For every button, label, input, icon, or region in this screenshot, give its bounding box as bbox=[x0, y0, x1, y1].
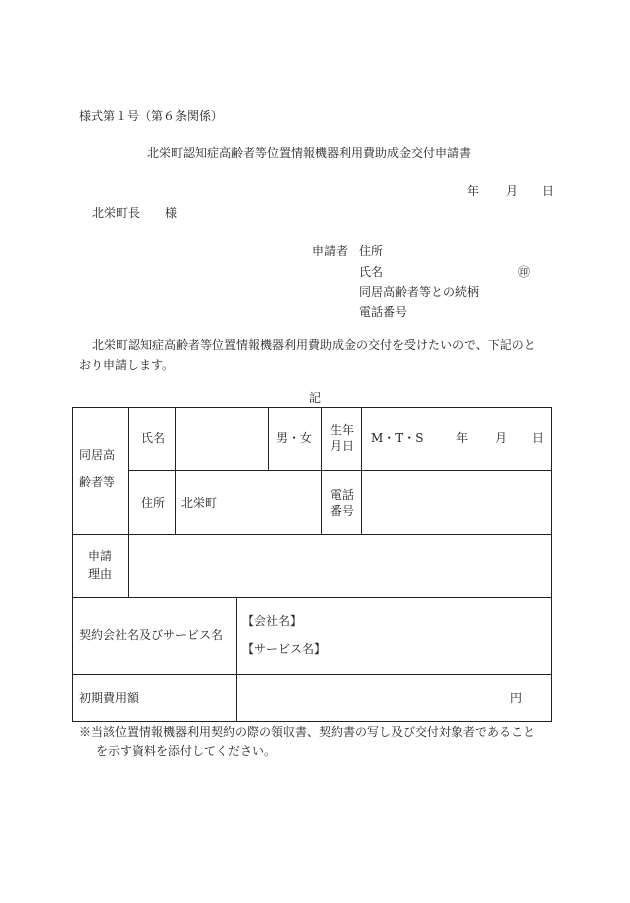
elderly-label-line2: 齢者等 bbox=[79, 475, 116, 489]
birthdate-label-line1: 生年 bbox=[330, 423, 355, 437]
phone-label-line1: 電話 bbox=[330, 488, 355, 502]
table-rule bbox=[361, 407, 362, 534]
applicant-relation-label: 同居高齢者等との続柄 bbox=[359, 285, 480, 299]
company-name-label: 【会社名】 bbox=[242, 614, 303, 628]
note-line1: ※当該位置情報機器利用契約の際の領収書、契約書の写し及び交付対象者であること bbox=[79, 725, 536, 739]
gender-field: 男・女 bbox=[276, 431, 313, 445]
applicant-address-label: 住所 bbox=[359, 244, 384, 258]
body-text-line2: おり申請します。 bbox=[79, 358, 175, 372]
note-line2: を示す資料を添付してください。 bbox=[96, 744, 277, 758]
date-year: 年 bbox=[467, 184, 480, 198]
birth-day-unit: 日 bbox=[532, 431, 545, 445]
applicant-name-label: 氏名 bbox=[359, 265, 384, 279]
addressee-name: 北栄町長 bbox=[92, 206, 141, 220]
table-rule bbox=[128, 470, 551, 471]
addressee-honorific: 様 bbox=[165, 206, 178, 220]
table-rule bbox=[128, 407, 129, 598]
table-rule bbox=[72, 674, 551, 675]
table-rule bbox=[236, 597, 237, 722]
reason-label-line2: 理由 bbox=[88, 567, 113, 581]
phone-label-line2: 番号 bbox=[330, 504, 355, 518]
service-name-label: 【サービス名】 bbox=[242, 642, 327, 656]
table-rule bbox=[321, 407, 322, 534]
birthdate-label-line2: 月日 bbox=[330, 439, 355, 453]
applicant-phone-label: 電話番号 bbox=[359, 305, 408, 319]
table-border-right bbox=[551, 407, 552, 722]
yen-unit: 円 bbox=[510, 691, 523, 705]
applicant-label: 申請者 bbox=[312, 244, 349, 258]
body-text-line1: 北栄町認知症高齢者等位置情報機器利用費助成金の交付を受けたいので、下記のと bbox=[92, 338, 536, 352]
contract-label: 契約会社名及びサービス名 bbox=[79, 628, 224, 642]
era-options: M・T・S bbox=[371, 431, 424, 445]
document-title: 北栄町認知症高齢者等位置情報機器利用費助成金交付申請書 bbox=[147, 146, 472, 160]
birth-month-unit: 月 bbox=[495, 431, 508, 445]
table-rule bbox=[72, 597, 551, 598]
table-rule bbox=[268, 407, 269, 470]
elderly-label-line1: 同居高 bbox=[79, 448, 116, 462]
birth-year-unit: 年 bbox=[456, 431, 469, 445]
table-border-left bbox=[72, 407, 73, 722]
seal-mark: ㊞ bbox=[518, 265, 531, 279]
ki-heading: 記 bbox=[309, 391, 322, 405]
table-border-bottom bbox=[72, 721, 551, 722]
date-day: 日 bbox=[542, 184, 555, 198]
elderly-name-label: 氏名 bbox=[141, 431, 166, 445]
date-month: 月 bbox=[506, 184, 519, 198]
form-number: 様式第１号（第６条関係） bbox=[79, 109, 224, 123]
elderly-address-label: 住所 bbox=[141, 496, 166, 510]
reason-label-line1: 申請 bbox=[88, 549, 113, 563]
initial-cost-label: 初期費用額 bbox=[79, 691, 140, 705]
table-border-top bbox=[72, 407, 551, 408]
table-rule bbox=[72, 534, 551, 535]
elderly-address-value: 北栄町 bbox=[181, 496, 218, 510]
table-rule bbox=[175, 407, 176, 534]
